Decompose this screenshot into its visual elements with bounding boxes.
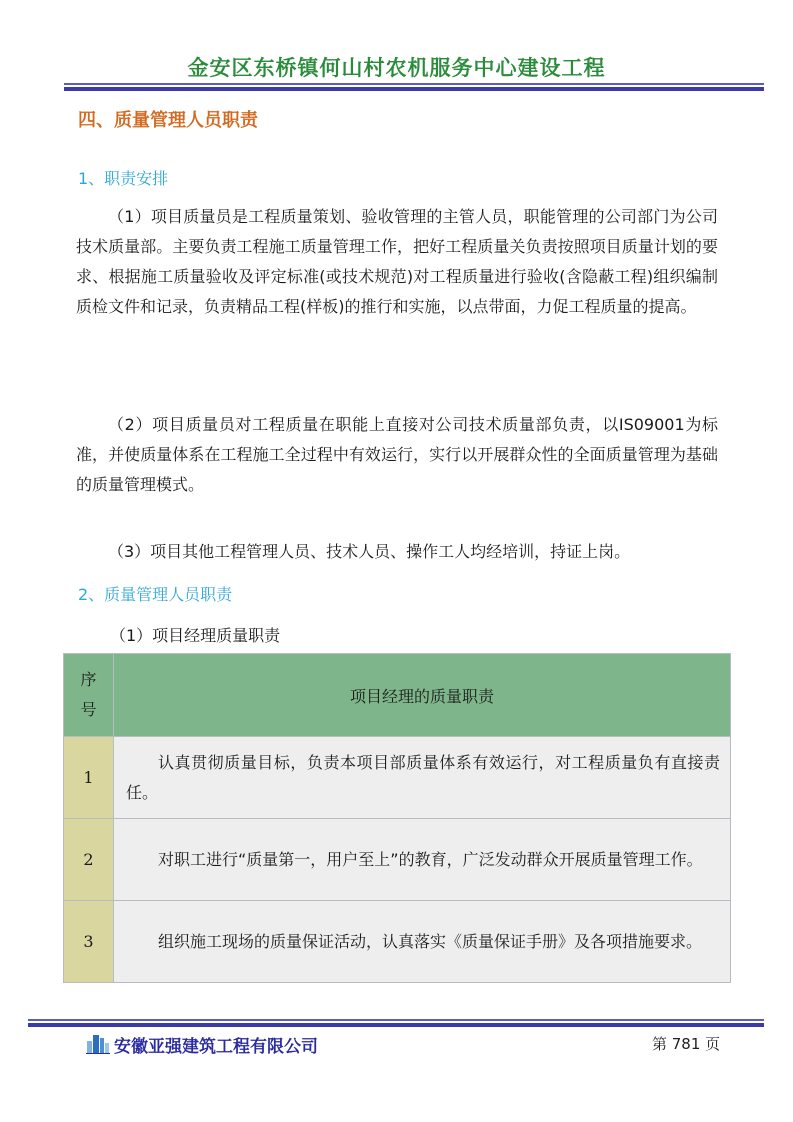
row-number: 2 <box>64 819 114 901</box>
company-name: 安徽亚强建筑工程有限公司 <box>114 1037 318 1057</box>
table-row <box>64 737 731 819</box>
paragraph-3: （3）项目其他工程管理人员、技术人员、操作工人均经培训，持证上岗。 <box>108 542 631 561</box>
header-title: 金安区东桥镇何山村农机服务中心建设工程 <box>187 55 606 80</box>
row-number: 3 <box>64 901 114 983</box>
row-number: 1 <box>64 737 114 819</box>
row-text: 认真贯彻质量目标，负责本项目部质量体系有效运行，对工程质量负有直接责任。 <box>114 737 731 819</box>
table-row <box>64 901 731 983</box>
header-cell-no <box>64 654 114 737</box>
row-text: 组织施工现场的质量保证活动，认真落实《质量保证手册》及各项措施要求。 <box>114 901 731 983</box>
building-logo-icon <box>86 1032 110 1054</box>
subsection-heading-2: 2、质量管理人员职责 <box>78 585 233 604</box>
subsection-heading-1: 1、职责安排 <box>78 169 169 188</box>
paragraph-2: （2）项目质量员对工程质量在职能上直接对公司技术质量部负责，以IS09001为标准，并使质量体系在工程施工全过程中有效运行，实行以开展群众性的全面质量管理为基础的质量管理模式。 <box>76 415 718 494</box>
duty-table <box>63 653 731 983</box>
header-rule-thin <box>64 83 764 85</box>
header-cell-duty: 项目经理的质量职责 <box>114 654 731 737</box>
paragraph-1: （1）项目质量员是工程质量策划、验收管理的主管人员，职能管理的公司部门为公司技术质量部。主要负责工程施工质量管理工作，把好工程质量关负责按照项目质量计划的要求、根据施工质量验收及评定标准(或技术规范)对工程质量进行验收(含隐蔽工程)组织编制质检文件和记录，负责精品工程(样板)的推行和实施，以点带面，力促工程质量的提高。 <box>76 207 718 316</box>
table-row <box>64 819 731 901</box>
footer-rule-thin <box>28 1019 764 1021</box>
section-title: 四、质量管理人员职责 <box>78 110 258 131</box>
sub-item-heading: （1）项目经理质量职责 <box>110 626 281 645</box>
footer-rule-thick <box>28 1023 764 1027</box>
row-text: 对职工进行“质量第一，用户至上”的教育，广泛发动群众开展质量管理工作。 <box>114 819 731 901</box>
header-no-text: 序号 <box>80 670 97 719</box>
page-number: 第 781 页 <box>652 1035 721 1053</box>
table-header-row <box>64 654 731 737</box>
header-rule-thick <box>64 87 764 91</box>
